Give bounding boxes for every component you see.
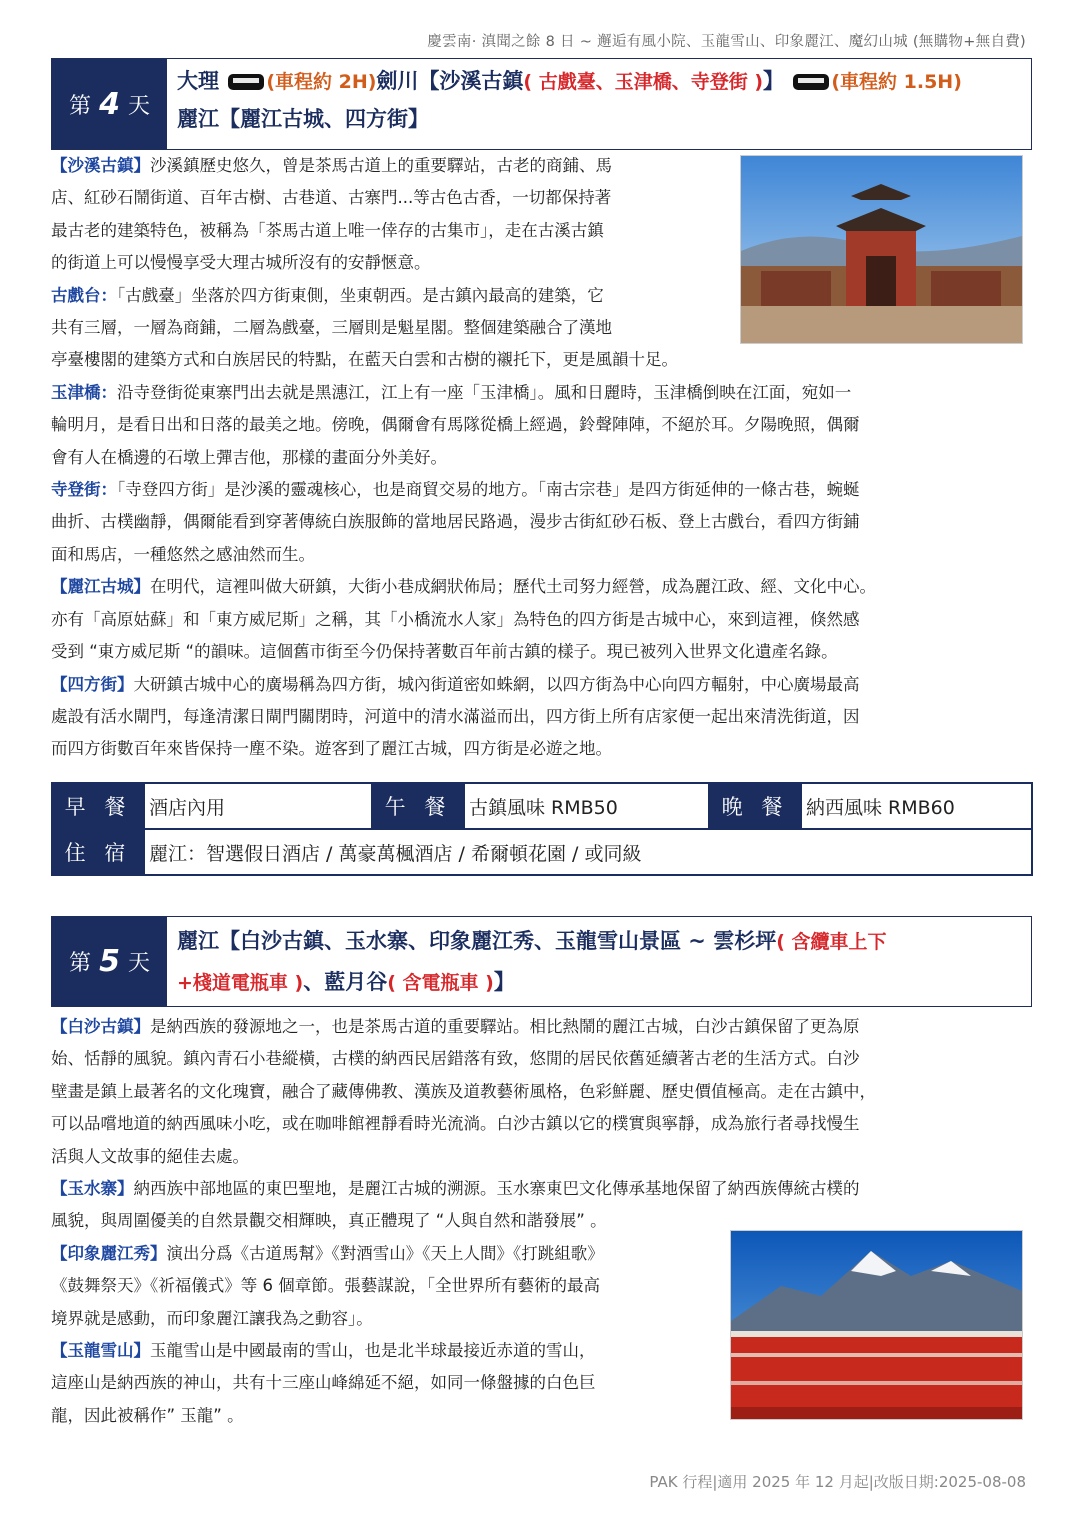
paragraph-line: 處設有活水閘門，每逢清潔日閘門關閉時，河道中的清水滿溢而出，四方街上所有店家便一起出來清洗街道，因	[51, 706, 860, 726]
paragraph-line: 【玉龍雪山】玉龍雪山是中國最南的雪山，也是北半球最接近赤道的雪山，	[51, 1341, 596, 1361]
dinner-value: 納西風味 RMB60	[801, 783, 1032, 829]
day5-header	[51, 916, 1032, 1007]
paragraph-line: 輪明月，是看日出和日落的最美之地。傍晚，偶爾會有馬隊從橋上經過，鈴聲陣陣，不絕於耳。夕陽晚照，偶爾	[51, 415, 860, 435]
paragraph-line: 這座山是納西族的神山，共有十三座山峰綿延不絕，如同一條盤據的白色巨	[51, 1373, 596, 1393]
day5-description	[51, 1011, 1031, 1432]
paragraph-line: 玉津橋：沿寺登街從東寨門出去就是黑潓江，江上有一座「玉津橋」。風和日麗時，玉津橋倒映在江面，宛如一	[51, 382, 852, 402]
paragraph-line: 【四方街】大研鎮古城中心的廣場稱為四方街，城內街道密如蛛網，以四方街為中心向四方輻射，中心廣場最高	[51, 674, 860, 694]
paragraph-line: 【麗江古城】在明代，這裡叫做大研鎮，大街小巷成網狀佈局；歷代土司努力經營，成為麗江政、經、文化中心。	[51, 577, 876, 597]
paragraph-line: 【沙溪古鎮】沙溪鎮歷史悠久，曾是茶馬古道上的重要驛站，古老的商鋪、馬	[51, 156, 612, 175]
paragraph-line: 而四方街數百年來皆保持一塵不染。遊客到了麗江古城，四方街是必遊之地。	[51, 739, 612, 759]
day5-number: 5	[99, 944, 120, 979]
meals-table	[51, 782, 1033, 876]
paragraph-line: 壁畫是鎮上最著名的文化瑰寶，融合了藏傳佛教、漢族及道教藝術風格，色彩鮮麗、歷史價值極高。走在古鎮中，	[51, 1081, 876, 1101]
breakfast-value: 酒店內用	[144, 783, 372, 829]
paragraph-line: 會有人在橋邊的石墩上彈吉他，那樣的畫面分外美好。	[51, 447, 447, 467]
hotel-label: 住 宿	[52, 829, 144, 875]
page-footer: PAK 行程|適用 2025 年 12 月起|改版日期:2025-08-08	[649, 1473, 1026, 1491]
paragraph-line: 共有三層，一層為商鋪，二層為戲臺，三層則是魁星閣。整個建築融合了漢地	[51, 318, 612, 338]
paragraph-line: 【玉水寨】納西族中部地區的東巴聖地，是麗江古城的溯源。玉水寨東巴文化傳承基地保留了納西族傳統古樸的	[51, 1179, 860, 1199]
paragraph-line: 古戲台：「古戲臺」坐落於四方街東側，坐東朝西。是古鎮內最高的建築，它	[51, 285, 604, 305]
paragraph-line: 龍，因此被稱作” 玉龍” 。	[51, 1405, 244, 1425]
paragraph-line: 亭臺樓閣的建築方式和白族居民的特點，在藍天白雲和古樹的襯托下，更是風韻十足。	[51, 350, 678, 370]
paragraph-line: 受到 “東方威尼斯 “的韻味。這個舊市街至今仍保持著數百年前古鎮的樣子。現已被列入世界文化遺產名錄。	[51, 642, 838, 662]
paragraph-line: 【白沙古鎮】是納西族的發源地之一，也是茶馬古道的重要驛站。相比熱鬧的麗江古城，白沙古鎮保留了更為原	[51, 1017, 860, 1036]
paragraph-line: 活與人文故事的絕佳去處。	[51, 1146, 249, 1166]
day4-label: 第 4 天	[52, 59, 167, 149]
hotel-value: 麗江：智選假日酒店 / 萬豪萬楓酒店 / 希爾頓花園 / 或同級	[144, 829, 1032, 875]
lunch-value: 古鎮風味 RMB50	[464, 783, 709, 829]
paragraph-line: 《鼓舞祭天》《祈福儀式》等 6 個章節。張藝謀說，「全世界所有藝術的最高	[51, 1276, 600, 1296]
paragraph-line: 的街道上可以慢慢享受大理古城所沒有的安靜愜意。	[51, 253, 431, 273]
paragraph-line: 最古老的建築特色，被稱為「茶馬古道上唯一倖存的古集市」，走在古溪古鎮	[51, 220, 604, 240]
paragraph-line: 店、紅砂石鬧街道、百年古樹、古巷道、古寨門...等古色古香，一切都保持著	[51, 188, 612, 208]
paragraph-line: 曲折、古樸幽靜，偶爾能看到穿著傳統白族服飾的當地居民路過，漫步古街紅砂石板、登上古戲台，看四方街鋪	[51, 512, 860, 532]
day4-description	[51, 150, 1031, 766]
paragraph-line: 【印象麗江秀】演出分爲《古道馬幫》《對酒雪山》《天上人間》《打跳組歌》	[51, 1243, 604, 1263]
paragraph-line: 面和馬店，一種悠然之感油然而生。	[51, 544, 315, 564]
dinner-label: 晚 餐	[709, 783, 801, 829]
paragraph-line: 可以品嚐地道的納西風味小吃，或在咖啡館裡靜看時光流淌。白沙古鎮以它的樸實與寧靜，成為旅行者尋找慢生	[51, 1114, 860, 1134]
paragraph-line: 境界就是感動，而印象麗江讓我為之動容」。	[51, 1308, 373, 1328]
day5-label: 第 5 天	[52, 917, 167, 1006]
paragraph-line: 始、恬靜的風貌。鎮內青石小巷縱橫，古樸的納西民居錯落有致，悠閒的居民依舊延續著古老的生活方式。白沙	[51, 1049, 860, 1069]
paragraph-line: 風貌，與周圍優美的自然景觀交相輝映，真正體現了 “人與自然和諧發展” 。	[51, 1211, 607, 1231]
paragraph-line: 亦有「高原姑蘇」和「東方威尼斯」之稱，其「小橋流水人家」為特色的四方街是古城中心，來到這裡，倏然感	[51, 609, 860, 629]
day5-title: 麗江【白沙古鎮、玉水寨、印象麗江秀、玉龍雪山景區 ~ 雲杉坪( 含纜車上下 +棧道電瓶車 )、藍月谷( 含電瓶車 )】	[177, 929, 887, 994]
day4-header	[51, 58, 1032, 150]
bus-icon	[228, 74, 264, 90]
lunch-label: 午 餐	[372, 783, 464, 829]
page-header: 慶雲南· 滇聞之餘 8 日 ~ 邂逅有風小院、玉龍雪山、印象麗江、魔幻山城 (無購物+無自費)	[427, 34, 1026, 50]
paragraph-line: 寺登街：「寺登四方街」是沙溪的靈魂核心，也是商貿交易的地方。「南古宗巷」是四方街延伸的一條古巷，蜿蜒	[51, 480, 860, 500]
day4-number: 4	[99, 86, 120, 122]
breakfast-label: 早 餐	[52, 783, 144, 829]
day4-title: 大理 (車程約 2H)劍川【沙溪古鎮( 古戲臺、玉津橋、寺登街 )】 (車程約 1.5H) 麗江【麗江古城、四方街】	[177, 69, 962, 131]
bus-icon	[793, 74, 829, 90]
